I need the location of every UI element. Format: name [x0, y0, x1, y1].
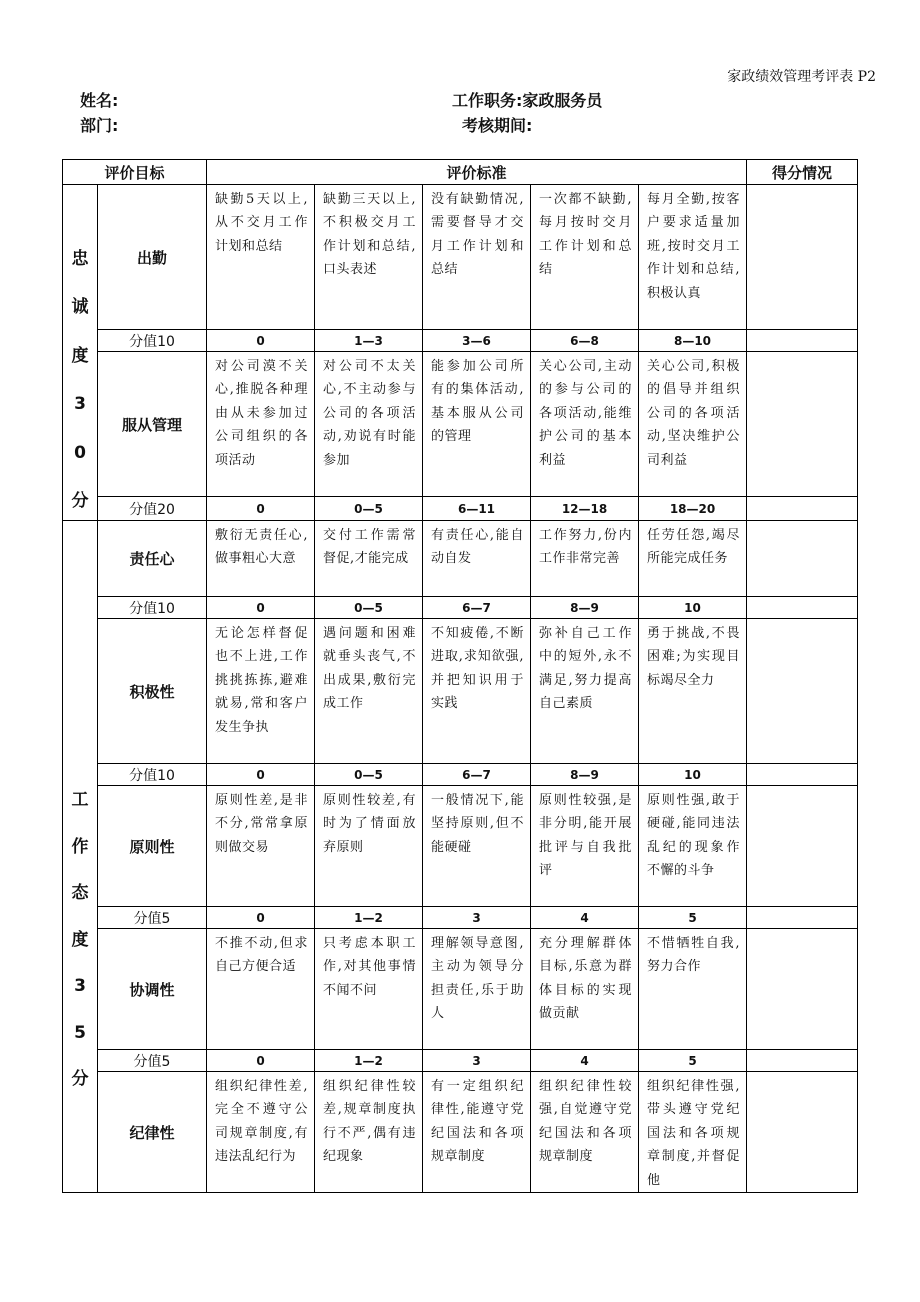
score-range: 1—2 — [315, 907, 423, 929]
score-entry-cell[interactable] — [747, 929, 858, 1050]
col-standard-header: 评价标准 — [207, 160, 747, 185]
table-header-row — [63, 160, 858, 185]
score-range: 3 — [423, 1050, 531, 1072]
department-label: 部门: — [80, 116, 119, 135]
score-entry-cell[interactable] — [747, 619, 858, 764]
standard-cell: 有责任心,能自动自发 — [423, 521, 531, 597]
score-entry-cell[interactable] — [747, 786, 858, 907]
score-range: 3 — [423, 907, 531, 929]
standard-cell: 关心公司,积极的倡导并组织公司的各项活动,坚决维护公司利益 — [639, 352, 747, 497]
score-row — [63, 1050, 858, 1072]
table-row — [63, 185, 858, 330]
score-label: 分值5 — [98, 1050, 207, 1072]
category-char: 5 — [74, 1022, 86, 1043]
standard-cell: 对公司不太关心,不主动参与公司的各项活动,劝说有时能参加 — [315, 352, 423, 497]
standard-cell: 一次都不缺勤,每月按时交月工作计划和总结 — [531, 185, 639, 330]
score-entry-cell[interactable] — [747, 1050, 858, 1072]
score-label: 分值10 — [98, 597, 207, 619]
score-row — [63, 597, 858, 619]
item-label: 纪律性 — [98, 1072, 207, 1193]
name-label: 姓名: — [80, 91, 119, 110]
standard-cell: 缺勤5天以上,从不交月工作计划和总结 — [207, 185, 315, 330]
standard-cell: 组织纪律性差,完全不遵守公司规章制度,有违法乱纪行为 — [207, 1072, 315, 1193]
score-range: 0 — [207, 497, 315, 521]
score-label: 分值5 — [98, 907, 207, 929]
document-title: 家政绩效管理考评表 P2 — [727, 69, 876, 85]
table-row — [63, 1072, 858, 1193]
standard-cell: 原则性差,是非不分,常常拿原则做交易 — [207, 786, 315, 907]
score-row — [63, 764, 858, 786]
standard-cell: 弥补自己工作中的短外,永不满足,努力提高自己素质 — [531, 619, 639, 764]
standard-cell: 无论怎样督促也不上进,工作挑挑拣拣,避难就易,常和客户发生争执 — [207, 619, 315, 764]
standard-cell: 勇于挑战,不畏困难;为实现目标竭尽全力 — [639, 619, 747, 764]
standard-cell: 组织纪律性较强,自觉遵守党纪国法和各项规章制度 — [531, 1072, 639, 1193]
standard-cell: 交付工作需常督促,才能完成 — [315, 521, 423, 597]
score-range: 5 — [639, 1050, 747, 1072]
score-range: 0—5 — [315, 764, 423, 786]
table-row — [63, 929, 858, 1050]
standard-cell: 工作努力,份内工作非常完善 — [531, 521, 639, 597]
table-row — [63, 786, 858, 907]
table-row — [63, 619, 858, 764]
standard-cell: 原则性较强,是非分明,能开展批评与自我批评 — [531, 786, 639, 907]
score-range: 10 — [639, 764, 747, 786]
score-range: 6—11 — [423, 497, 531, 521]
score-range: 4 — [531, 907, 639, 929]
score-range: 6—7 — [423, 764, 531, 786]
col-score-header: 得分情况 — [747, 160, 858, 185]
score-range: 12—18 — [531, 497, 639, 521]
score-range: 18—20 — [639, 497, 747, 521]
category-char: 工 — [71, 790, 89, 810]
score-entry-cell[interactable] — [747, 907, 858, 929]
table-row — [63, 521, 858, 597]
category-char: 3 — [74, 394, 86, 415]
standard-cell: 能参加公司所有的集体活动,基本服从公司的管理 — [423, 352, 531, 497]
score-range: 10 — [639, 597, 747, 619]
category-char: 分 — [71, 1069, 89, 1089]
standard-cell: 没有缺勤情况,需要督导才交月工作计划和总结 — [423, 185, 531, 330]
standard-cell: 有一定组织纪律性,能遵守党纪国法和各项规章制度 — [423, 1072, 531, 1193]
score-entry-cell[interactable] — [747, 497, 858, 521]
category-char: 作 — [71, 836, 89, 857]
score-range: 0 — [207, 1050, 315, 1072]
item-label: 出勤 — [98, 185, 207, 330]
standard-cell: 原则性强,敢于硬碰,能同违法乱纪的现象作不懈的斗争 — [639, 786, 747, 907]
col-target-header: 评价目标 — [63, 160, 207, 185]
score-entry-cell[interactable] — [747, 352, 858, 497]
standard-cell: 一般情况下,能坚持原则,但不能硬碰 — [423, 786, 531, 907]
period-label: 考核期间: — [462, 116, 533, 135]
standard-cell: 组织纪律性强,带头遵守党纪国法和各项规章制度,并督促他 — [639, 1072, 747, 1193]
standard-cell: 原则性较差,有时为了情面放弃原则 — [315, 786, 423, 907]
score-range: 8—10 — [639, 330, 747, 352]
score-row — [63, 330, 858, 352]
score-label: 分值10 — [98, 764, 207, 786]
evaluation-table — [62, 159, 858, 1193]
category-char: 0 — [74, 442, 86, 463]
table-row — [63, 352, 858, 497]
score-range: 1—3 — [315, 330, 423, 352]
category-char: 分 — [71, 491, 89, 512]
standard-cell: 只考虑本职工作,对其他事情不闻不问 — [315, 929, 423, 1050]
category-attitude — [63, 521, 98, 1193]
score-entry-cell[interactable] — [747, 521, 858, 597]
standard-cell: 敷衍无责任心,做事粗心大意 — [207, 521, 315, 597]
category-char: 度 — [71, 345, 89, 366]
category-loyalty — [63, 185, 98, 521]
score-range: 1—2 — [315, 1050, 423, 1072]
score-range: 0 — [207, 330, 315, 352]
standard-cell: 充分理解群体目标,乐意为群体目标的实现做贡献 — [531, 929, 639, 1050]
standard-cell: 不推不动,但求自己方便合适 — [207, 929, 315, 1050]
standard-cell: 每月全勤,按客户要求适量加班,按时交月工作计划和总结,积极认真 — [639, 185, 747, 330]
score-entry-cell[interactable] — [747, 185, 858, 330]
score-range: 4 — [531, 1050, 639, 1072]
score-entry-cell[interactable] — [747, 1072, 858, 1193]
score-range: 0—5 — [315, 597, 423, 619]
standard-cell: 遇问题和困难就垂头丧气,不出成果,敷衍完成工作 — [315, 619, 423, 764]
standard-cell: 组织纪律性较差,规章制度执行不严,偶有违纪现象 — [315, 1072, 423, 1193]
score-range: 8—9 — [531, 597, 639, 619]
category-char: 3 — [74, 976, 86, 996]
item-label: 责任心 — [98, 521, 207, 597]
score-label: 分值10 — [98, 330, 207, 352]
score-range: 6—7 — [423, 597, 531, 619]
score-range: 6—8 — [531, 330, 639, 352]
standard-cell: 不知疲倦,不断进取,求知欲强,并把知识用于实践 — [423, 619, 531, 764]
category-char: 度 — [71, 929, 89, 950]
category-char: 忠 — [71, 249, 89, 269]
standard-cell: 理解领导意图,主动为领导分担责任,乐于助人 — [423, 929, 531, 1050]
score-range: 0 — [207, 764, 315, 786]
category-char: 态 — [71, 883, 89, 903]
score-label: 分值20 — [98, 497, 207, 521]
score-row — [63, 907, 858, 929]
score-range: 0 — [207, 907, 315, 929]
item-label: 协调性 — [98, 929, 207, 1050]
standard-cell: 关心公司,主动的参与公司的各项活动,能维护公司的基本利益 — [531, 352, 639, 497]
score-range: 8—9 — [531, 764, 639, 786]
standard-cell: 对公司漠不关心,推脱各种理由从未参加过公司组织的各项活动 — [207, 352, 315, 497]
item-label: 积极性 — [98, 619, 207, 764]
item-label: 服从管理 — [98, 352, 207, 497]
score-range: 0 — [207, 597, 315, 619]
standard-cell: 任劳任怨,竭尽所能完成任务 — [639, 521, 747, 597]
score-row — [63, 497, 858, 521]
item-label: 原则性 — [98, 786, 207, 907]
position-label: 工作职务:家政服务员 — [452, 91, 603, 110]
standard-cell: 缺勤三天以上,不积极交月工作计划和总结,口头表述 — [315, 185, 423, 330]
score-entry-cell[interactable] — [747, 597, 858, 619]
score-range: 3—6 — [423, 330, 531, 352]
score-entry-cell[interactable] — [747, 764, 858, 786]
standard-cell: 不惜牺牲自我,努力合作 — [639, 929, 747, 1050]
score-entry-cell[interactable] — [747, 330, 858, 352]
category-char: 诚 — [71, 297, 89, 318]
score-range: 5 — [639, 907, 747, 929]
score-range: 0—5 — [315, 497, 423, 521]
